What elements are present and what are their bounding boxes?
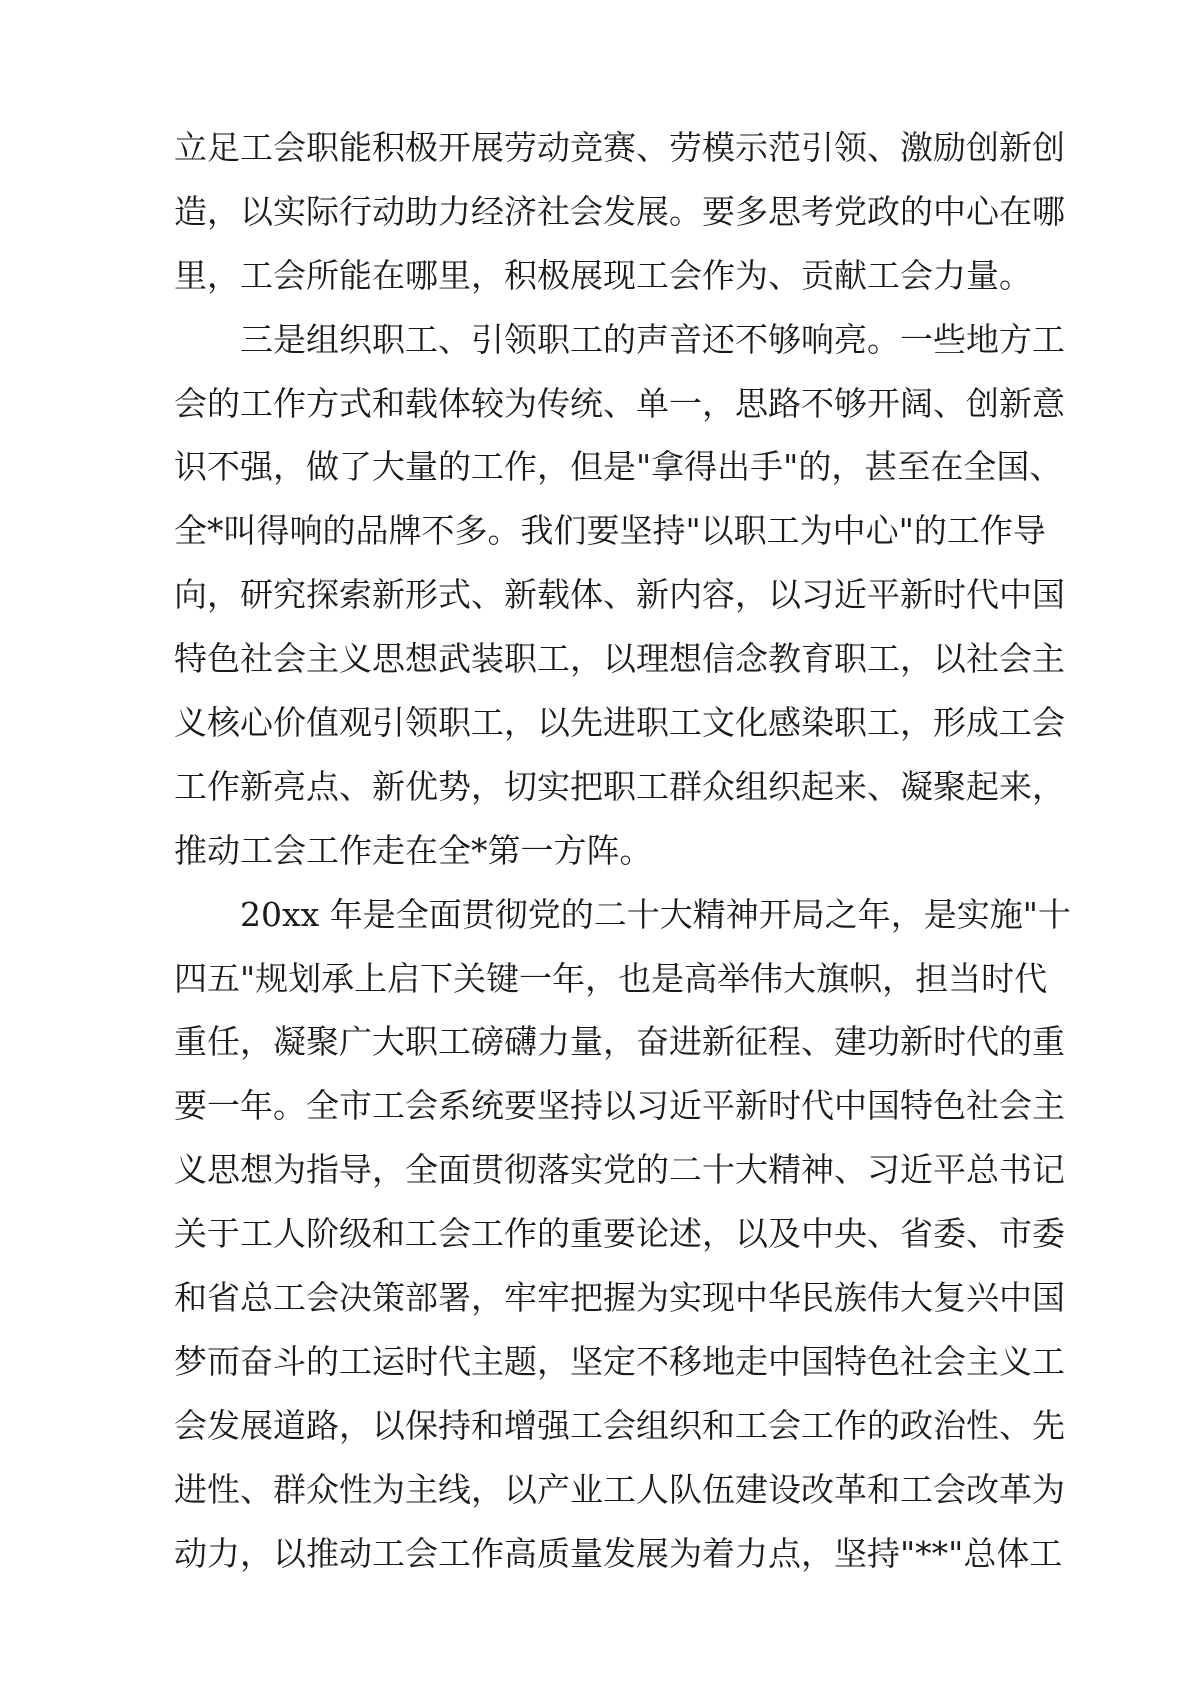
text-line: 要一年。全市工会系统要坚持以习近平新时代中国特色社会主 [174, 1086, 1065, 1126]
text-line: 动力，以推动工会工作高质量发展为着力点，坚持"**"总体工 [174, 1533, 1063, 1573]
text-line: 义思想为指导，全面贯彻落实党的二十大精神、习近平总书记 [174, 1150, 1065, 1190]
text-line: 特色社会主义思想武装职工，以理想信念教育职工，以社会主 [174, 639, 1065, 679]
text-line: 立足工会职能积极开展劳动竞赛、劳模示范引领、激励创新创 [174, 128, 1065, 167]
text-line: 和省总工会决策部署，牢牢把握为实现中华民族伟大复兴中国 [174, 1278, 1065, 1318]
document-body [174, 116, 1071, 1585]
text-line: 关于工人阶级和工会工作的重要论述，以及中央、省委、市委 [174, 1214, 1065, 1254]
text-line: 工作新亮点、新优势，切实把职工群众组织起来、凝聚起来， [174, 766, 1065, 806]
text-line: 造，以实际行动助力经济社会发展。要多思考党政的中心在哪 [174, 191, 1065, 231]
text-line: 义核心价值观引领职工，以先进职工文化感染职工，形成工会 [174, 703, 1065, 743]
text-line: 梦而奋斗的工运时代主题，坚定不移地走中国特色社会主义工 [174, 1341, 1065, 1381]
paragraph-first-line: 三是组织职工、引领职工的声音还不够响亮。一些地方工 [240, 319, 1065, 359]
text-line: 会的工作方式和载体较为传统、单一，思路不够开阔、创新意 [174, 383, 1065, 423]
text-line: 重任，凝聚广大职工磅礴力量，奋进新征程、建功新时代的重 [174, 1022, 1065, 1062]
text-line: 推动工会工作走在全*第一方阵。 [174, 830, 653, 870]
paragraph-first-line: 20xx 年是全面贯彻党的二十大精神开局之年，是实施"十 [240, 894, 1071, 934]
text-line: 全*叫得响的品牌不多。我们要坚持"以职工为中心"的工作导 [174, 511, 1046, 551]
text-line: 四五"规划承上启下关键一年，也是高举伟大旗帜，担当时代 [174, 958, 1048, 998]
text-line: 进性、群众性为主线，以产业工人队伍建设改革和工会改革为 [174, 1469, 1065, 1509]
text-line: 里，工会所能在哪里，积极展现工会作为、贡献工会力量。 [174, 255, 1032, 295]
text-line: 会发展道路，以保持和增强工会组织和工会工作的政治性、先 [174, 1405, 1065, 1445]
text-line: 识不强，做了大量的工作，但是"拿得出手"的，甚至在全国、 [174, 447, 1063, 487]
text-line: 向，研究探索新形式、新载体、新内容，以习近平新时代中国 [174, 575, 1065, 615]
